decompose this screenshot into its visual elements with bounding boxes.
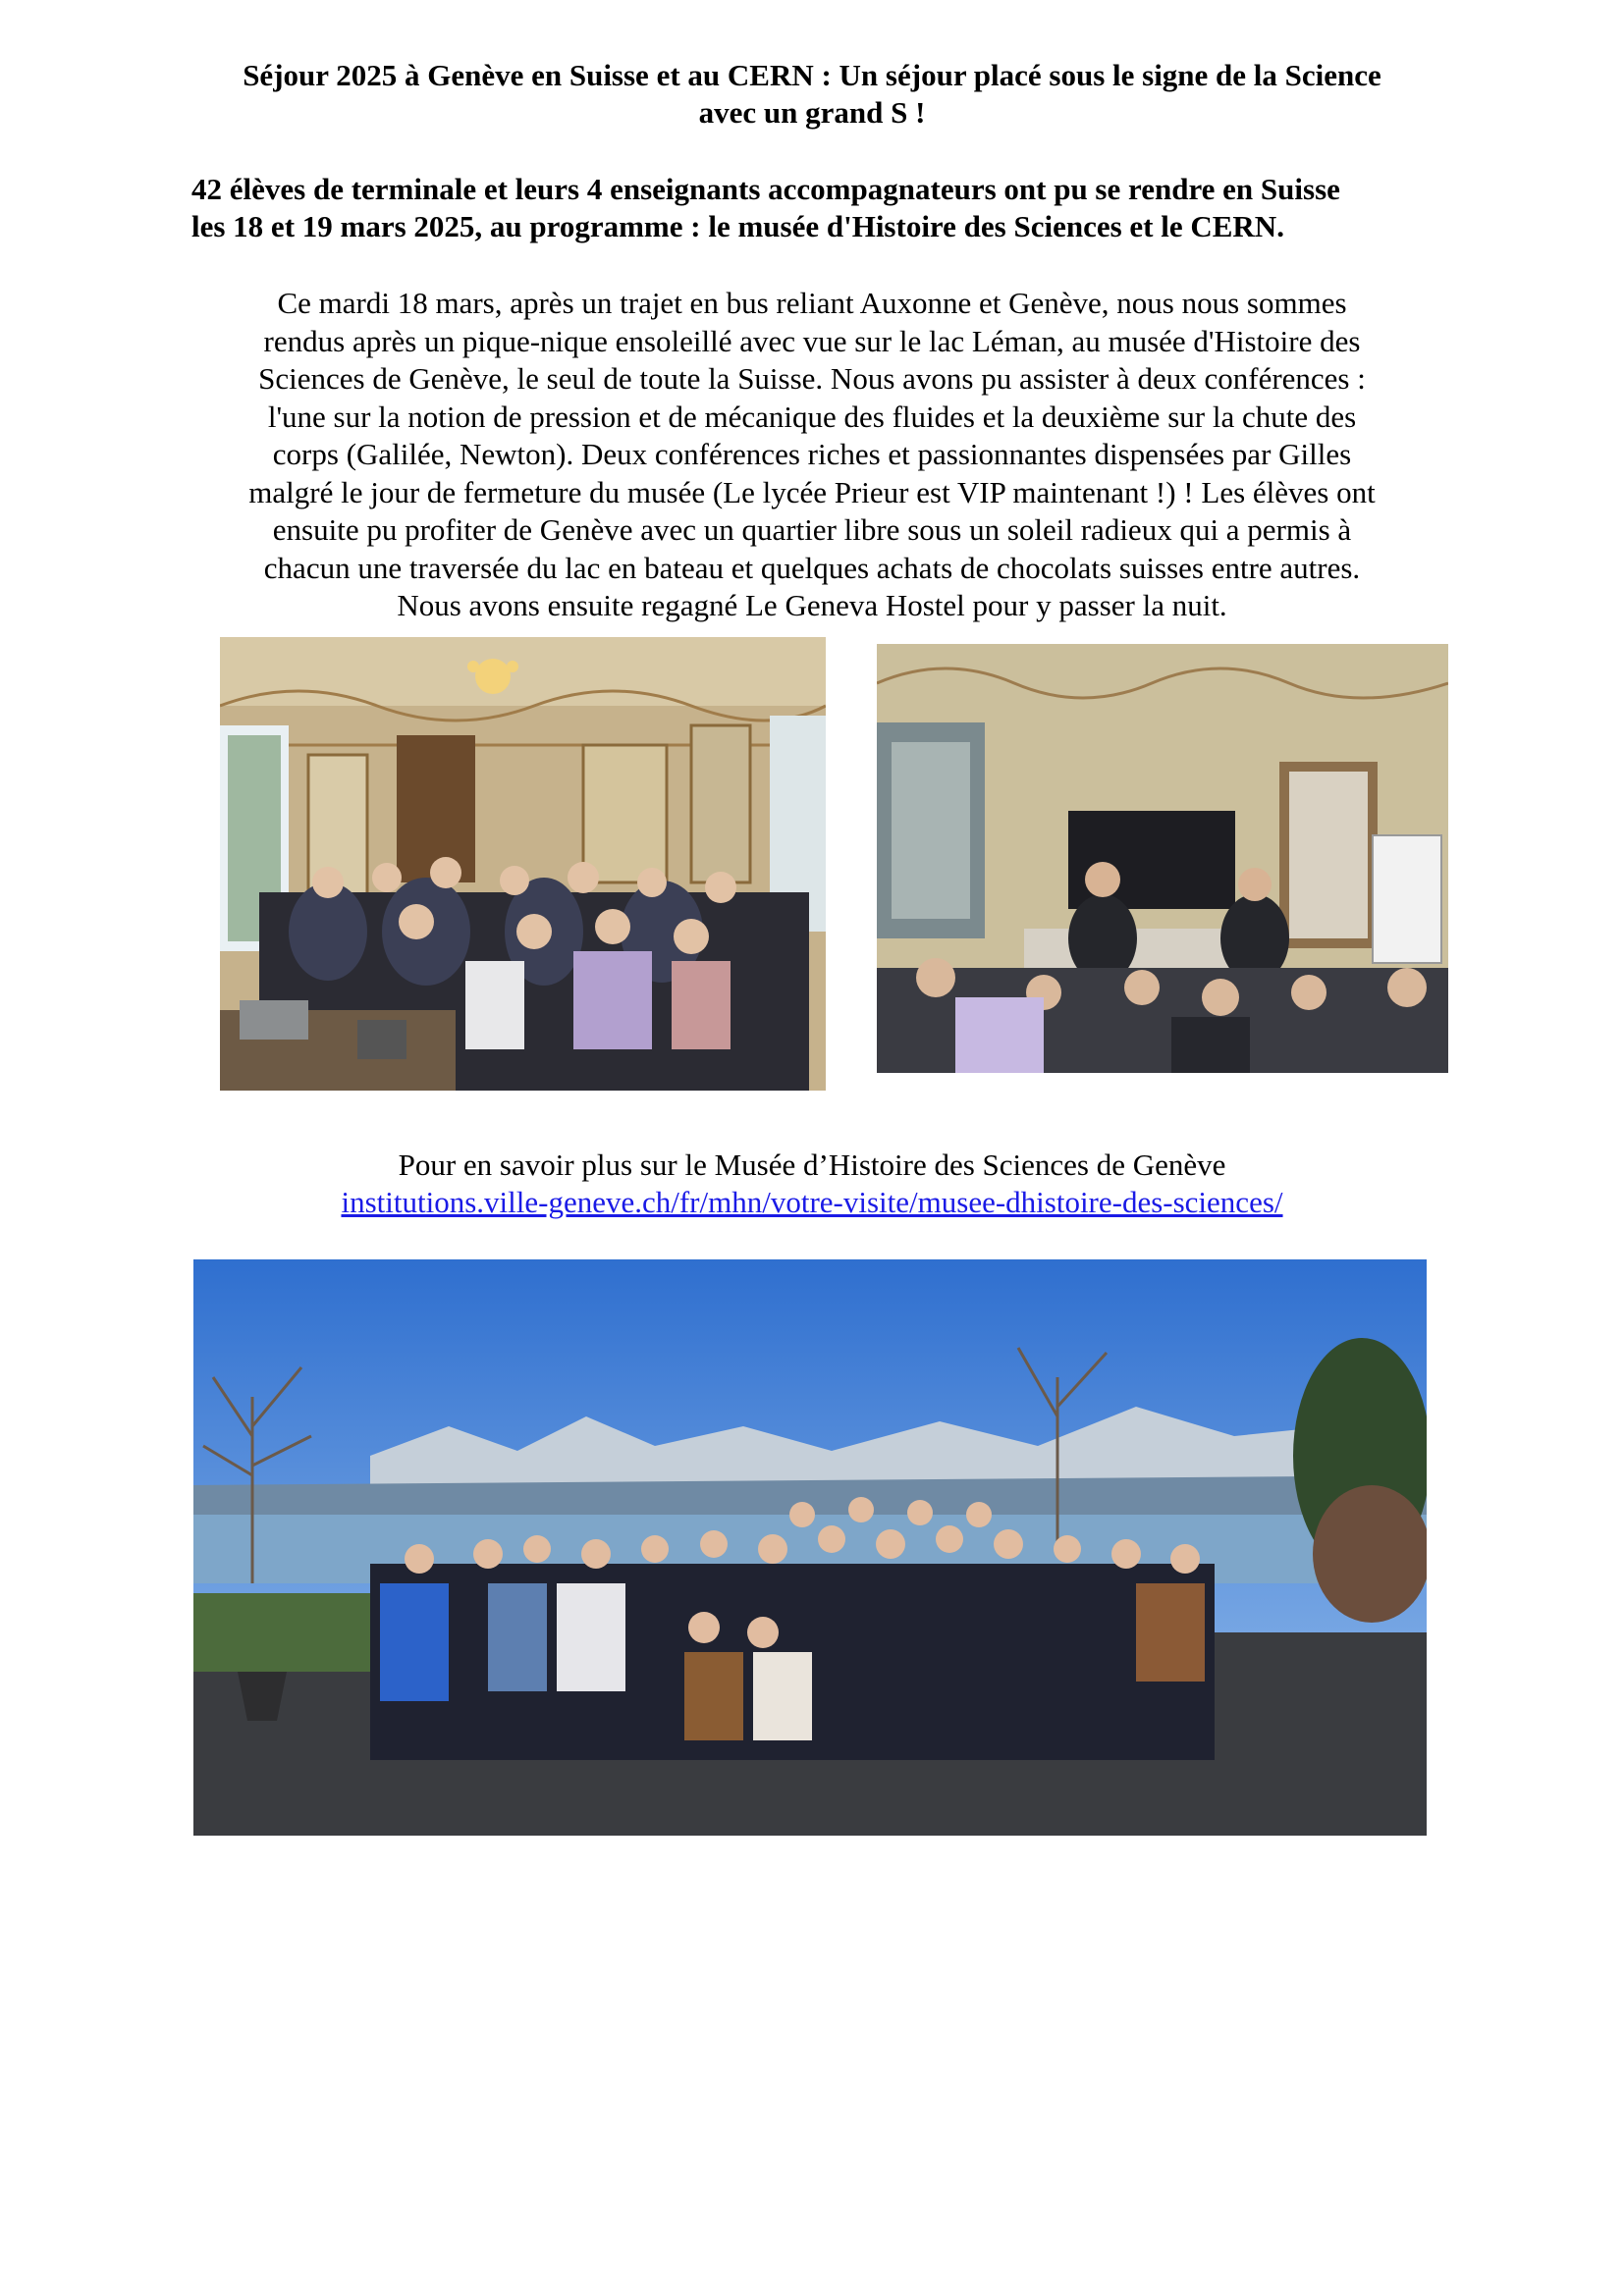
body-line: l'une sur la notion de pression et de mécanique des fluides et la deuxième sur la chute des — [267, 399, 1357, 434]
photo-group-lake-geneva — [193, 1259, 1427, 1836]
body-line: corps (Galilée, Newton). Deux conférences riches et passionnantes dispensées par Gilles — [272, 437, 1352, 471]
more-info-block — [191, 1147, 1433, 1221]
photo-museum-lecture-hall — [220, 637, 826, 1091]
body-line: rendus après un pique-nique ensoleillé avec vue sur le lac Léman, au musée d'Histoire des — [263, 323, 1361, 358]
photo-museum-demonstration — [877, 644, 1448, 1073]
body-line: Sciences de Genève, le seul de toute la Suisse. Nous avons pu assister à deux conférences : — [258, 361, 1366, 396]
intro-line-1: 42 élèves de terminale et leurs 4 enseignants accompagnateurs ont pu se rendre en Suisse — [191, 172, 1340, 206]
article-intro — [191, 171, 1433, 245]
body-line: Nous avons ensuite regagné Le Geneva Hostel pour y passer la nuit. — [397, 588, 1227, 622]
title-line-2: avec un grand S ! — [698, 95, 926, 130]
museum-link[interactable]: institutions.ville-geneve.ch/fr/mhn/votre-visite/musee-dhistoire-des-sciences/ — [341, 1185, 1283, 1219]
body-line: ensuite pu profiter de Genève avec un quartier libre sous un soleil radieux qui a permis à — [272, 512, 1352, 547]
article-body — [191, 285, 1433, 625]
body-line: Ce mardi 18 mars, après un trajet en bus reliant Auxonne et Genève, nous nous sommes — [277, 286, 1347, 320]
article-title — [191, 57, 1433, 132]
title-line-1: Séjour 2025 à Genève en Suisse et au CERN : Un séjour placé sous le signe de la Science — [243, 58, 1381, 92]
body-line: malgré le jour de fermeture du musée (Le lycée Prieur est VIP maintenant !) ! Les élèves ont — [248, 474, 1376, 509]
intro-line-2: les 18 et 19 mars 2025, au programme : le musée d'Histoire des Sciences et le CERN. — [191, 209, 1284, 243]
more-info-text: Pour en savoir plus sur le Musée d’Histoire des Sciences de Genève — [398, 1148, 1226, 1182]
body-line: chacun une traversée du lac en bateau et quelques achats de chocolats suisses entre autres. — [263, 550, 1361, 585]
